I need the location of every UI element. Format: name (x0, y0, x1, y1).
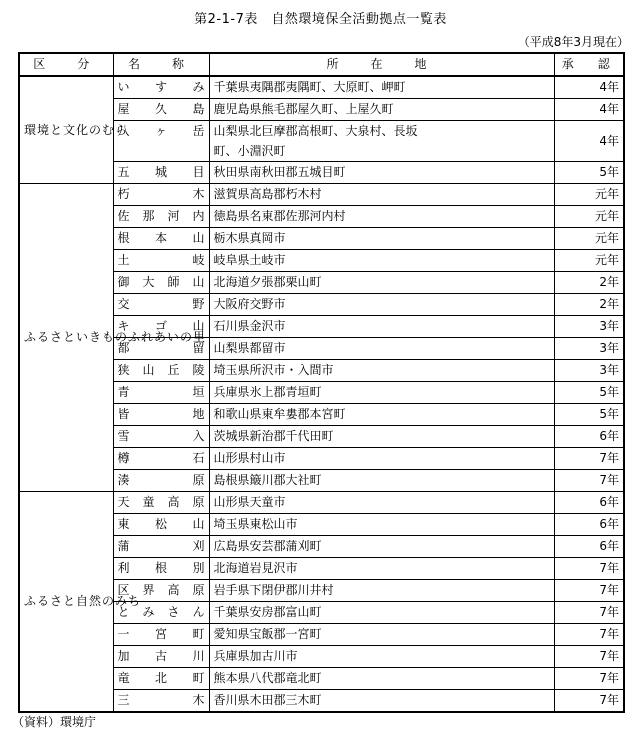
location-cell: 香川県木田郡三木町 (209, 690, 554, 713)
location-cell: 山形県天童市 (209, 492, 554, 514)
year-cell: 3年 (554, 338, 624, 360)
year-cell: 7年 (554, 668, 624, 690)
name-cell: 皆地 (113, 404, 209, 426)
year-cell: 元年 (554, 206, 624, 228)
location-cell: 熊本県八代郡竜北町 (209, 668, 554, 690)
year-cell: 6年 (554, 492, 624, 514)
name-cell: 八ヶ岳 (113, 121, 209, 162)
header-category: 区 分 (19, 53, 113, 76)
year-cell: 7年 (554, 558, 624, 580)
year-cell: 4年 (554, 76, 624, 99)
name-cell: 御大師山 (113, 272, 209, 294)
year-cell: 7年 (554, 580, 624, 602)
year-cell: 2年 (554, 294, 624, 316)
location-cell: 広島県安芸郡蒲刈町 (209, 536, 554, 558)
year-cell: 3年 (554, 316, 624, 338)
category-cell: ふるさと自然のみち (19, 492, 113, 713)
name-cell: 五城目 (113, 162, 209, 184)
name-cell: 蒲刈 (113, 536, 209, 558)
name-cell: キゴ山 (113, 316, 209, 338)
table-title: 第2-1-7表 自然環境保全活動拠点一覧表 (194, 12, 447, 27)
category-cell: ふるさといきものふれあいの里 (19, 184, 113, 492)
location-cell: 秋田県南秋田郡五城目町 (209, 162, 554, 184)
name-cell: 佐那河内 (113, 206, 209, 228)
location-cell: 山梨県都留市 (209, 338, 554, 360)
name-cell: 三木 (113, 690, 209, 713)
location-cell: 千葉県安房郡富山町 (209, 602, 554, 624)
location-cell: 埼玉県東松山市 (209, 514, 554, 536)
year-cell: 6年 (554, 536, 624, 558)
name-cell: いすみ (113, 76, 209, 99)
header-location: 所 在 地 (209, 53, 554, 76)
as-of-date: （平成8年3月現在） (517, 35, 629, 49)
category-cell: 環境と文化のむら (19, 76, 113, 184)
year-cell: 7年 (554, 470, 624, 492)
facility-table (18, 52, 625, 713)
year-cell: 7年 (554, 646, 624, 668)
location-cell: 鹿児島県熊毛郡屋久町、上屋久町 (209, 99, 554, 121)
name-cell: 区界高原 (113, 580, 209, 602)
name-cell: 狭山丘陵 (113, 360, 209, 382)
location-cell: 北海道岩見沢市 (209, 558, 554, 580)
name-cell: 湊原 (113, 470, 209, 492)
location-cell: 茨城県新治郡千代田町 (209, 426, 554, 448)
source-note: （資料）環境庁 (12, 715, 97, 729)
name-cell: 東松山 (113, 514, 209, 536)
location-cell: 和歌山県東牟婁郡本宮町 (209, 404, 554, 426)
header-name: 名 称 (113, 53, 209, 76)
header-approval: 承 認 (554, 53, 624, 76)
name-cell: 土岐 (113, 250, 209, 272)
year-cell: 5年 (554, 162, 624, 184)
name-cell: 朽木 (113, 184, 209, 206)
year-cell: 5年 (554, 382, 624, 404)
year-cell: 2年 (554, 272, 624, 294)
year-cell: 5年 (554, 404, 624, 426)
year-cell: 6年 (554, 426, 624, 448)
location-cell: 山梨県北巨摩郡高根町、大泉村、長坂町、小淵沢町 (209, 121, 554, 162)
location-cell: 千葉県夷隅郡夷隅町、大原町、岬町 (209, 76, 554, 99)
table-row (19, 76, 624, 99)
name-cell: 加古川 (113, 646, 209, 668)
location-cell: 徳島県名東郡佐那河内村 (209, 206, 554, 228)
year-cell: 7年 (554, 448, 624, 470)
name-cell: 屋久島 (113, 99, 209, 121)
name-cell: 根本山 (113, 228, 209, 250)
name-cell: 交野 (113, 294, 209, 316)
year-cell: 7年 (554, 624, 624, 646)
year-cell: 元年 (554, 250, 624, 272)
year-cell: 4年 (554, 99, 624, 121)
name-cell: 樽石 (113, 448, 209, 470)
location-cell: 岩手県下閉伊郡川井村 (209, 580, 554, 602)
location-cell: 栃木県真岡市 (209, 228, 554, 250)
location-cell: 兵庫県氷上郡青垣町 (209, 382, 554, 404)
name-cell: 都留 (113, 338, 209, 360)
table-row (19, 184, 624, 206)
year-cell: 3年 (554, 360, 624, 382)
year-cell: 6年 (554, 514, 624, 536)
location-cell: 兵庫県加古川市 (209, 646, 554, 668)
location-cell: 山形県村山市 (209, 448, 554, 470)
name-cell: 雪入 (113, 426, 209, 448)
name-cell: 利根別 (113, 558, 209, 580)
table-body (19, 76, 624, 712)
location-cell: 滋賀県高島郡朽木村 (209, 184, 554, 206)
location-cell: 大阪府交野市 (209, 294, 554, 316)
name-cell: 竜北町 (113, 668, 209, 690)
name-cell: 一宮町 (113, 624, 209, 646)
location-cell: 北海道夕張郡栗山町 (209, 272, 554, 294)
year-cell: 元年 (554, 184, 624, 206)
year-cell: 4年 (554, 121, 624, 162)
location-cell: 石川県金沢市 (209, 316, 554, 338)
name-cell: 天童高原 (113, 492, 209, 514)
year-cell: 7年 (554, 602, 624, 624)
location-cell: 愛知県宝飯郡一宮町 (209, 624, 554, 646)
table-row (19, 492, 624, 514)
name-cell: 青垣 (113, 382, 209, 404)
year-cell: 7年 (554, 690, 624, 713)
name-cell: とみさん (113, 602, 209, 624)
header-row (19, 53, 624, 76)
location-cell: 島根県簸川郡大社町 (209, 470, 554, 492)
location-cell: 埼玉県所沢市・入間市 (209, 360, 554, 382)
location-cell: 岐阜県土岐市 (209, 250, 554, 272)
year-cell: 元年 (554, 228, 624, 250)
